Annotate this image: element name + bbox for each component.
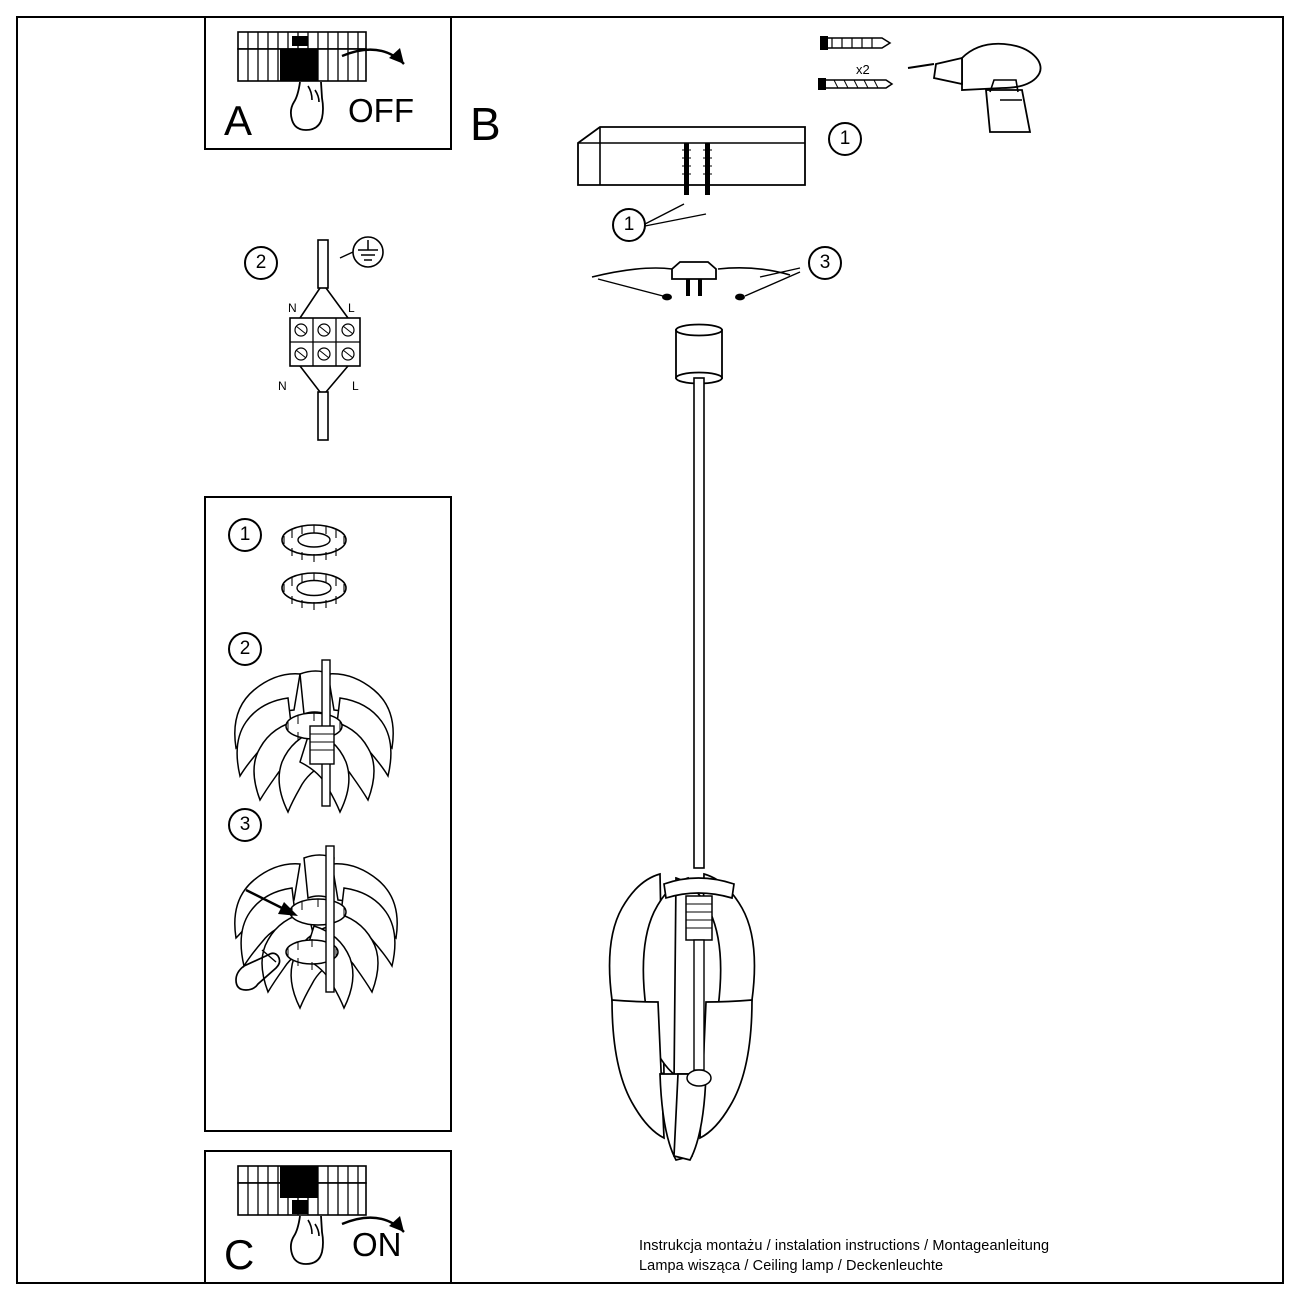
step-badge-b1-bracket: 1 (612, 208, 646, 242)
step-badge-b3-canopy: 3 (808, 246, 842, 280)
fixings-and-drill (818, 36, 1041, 132)
step-badge-assembly-1: 1 (228, 518, 262, 552)
step-badge-b1-drill: 1 (828, 122, 862, 156)
terminal-label-l-bottom: L (352, 379, 359, 393)
footer-line-1: Instrukcja montażu / instalation instructions / Montageanleitung (639, 1238, 1050, 1254)
terminal-label-l-top: L (348, 301, 355, 315)
qty-label-x2: x2 (856, 62, 870, 77)
panel-b-letter: B (470, 98, 501, 150)
breaker-block-a (238, 32, 404, 130)
panel-a-letter: A (224, 97, 253, 144)
step-badge-assembly-3: 3 (228, 808, 262, 842)
terminal-label-n-bottom: N (278, 379, 287, 393)
panel-c-letter: C (224, 1231, 255, 1278)
canopy-cover-b3 (592, 262, 800, 300)
terminal-label-n-top: N (288, 301, 297, 315)
panel-a-action-label: OFF (348, 92, 414, 129)
panel-c-action-label: ON (352, 1226, 402, 1263)
footer-line-2: Lampa wisząca / Ceiling lamp / Deckenleuchte (639, 1258, 944, 1274)
terminal-block-b2 (278, 237, 383, 440)
ceiling-bracket-b1 (578, 127, 805, 226)
step-badge-assembly-2: 2 (228, 632, 262, 666)
step-badge-b2-wiring: 2 (244, 246, 278, 280)
pendant-lamp-illustration (610, 325, 755, 1161)
